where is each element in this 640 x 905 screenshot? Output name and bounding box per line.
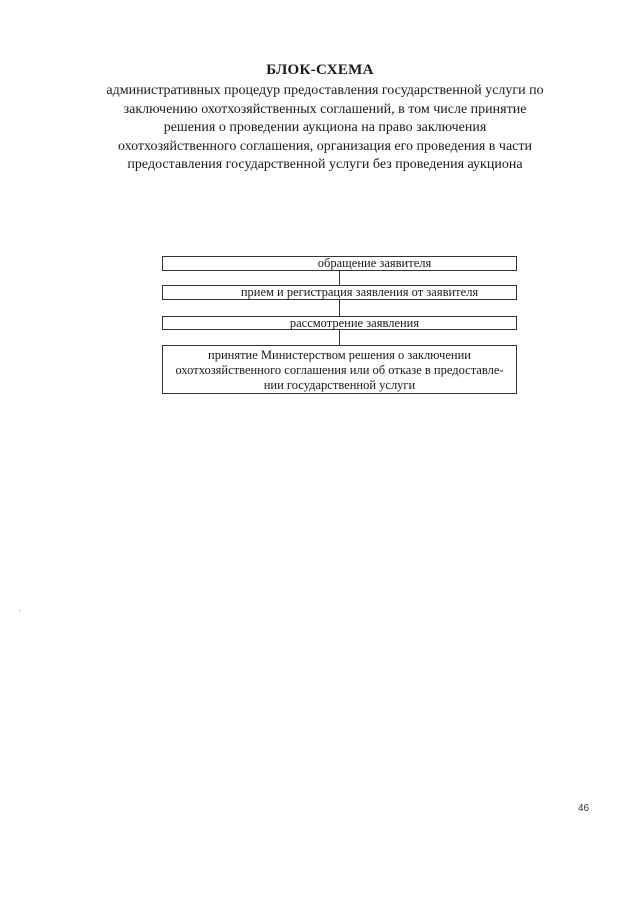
flow-step-label: прием и регистрация заявления от заявителя [240, 285, 479, 299]
flow-step-label: нии государственной услуги [263, 378, 416, 392]
document-title: БЛОК-СХЕМА [266, 62, 374, 78]
flow-step-label: охотхозяйственного соглашения или об отказе в предоставле- [175, 363, 504, 377]
subtitle-line: административных процедур предоставления государственной услуги по [106, 83, 544, 98]
flow-connector [339, 271, 340, 285]
subtitle-line: предоставления государственной услуги без проведения аукциона [127, 157, 523, 173]
flow-step-label: обращение заявителя [317, 256, 432, 270]
flow-step-label: рассмотрение заявления [289, 316, 420, 330]
page-number: 46 [578, 803, 590, 814]
flow-step-decision [162, 345, 517, 394]
scan-speck [19, 610, 20, 611]
flow-connector [339, 300, 340, 316]
flow-connector [339, 330, 340, 345]
flow-step-label: принятие Министерством решения о заключении [208, 348, 471, 362]
subtitle-line: охотхозяйственного соглашения, организация его проведения в части [117, 138, 532, 154]
flow-step-registration [162, 285, 517, 300]
flow-step-review [162, 316, 517, 330]
document-subtitle [90, 82, 560, 175]
subtitle-line: решения о проведении аукциона на право заключения [163, 120, 487, 136]
subtitle-line: заключению охотхозяйственных соглашений, в том числе принятие [123, 101, 527, 117]
flow-step-applicant-request [162, 256, 517, 271]
